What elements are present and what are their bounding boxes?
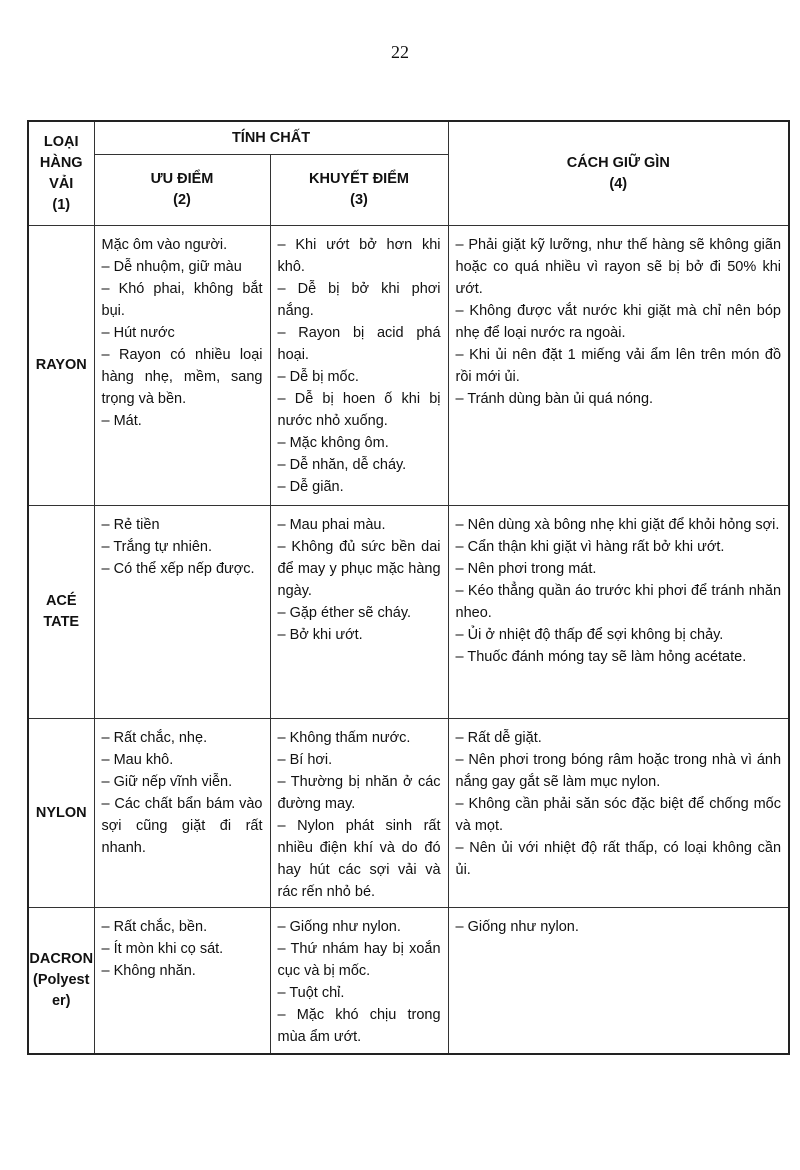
header-care-title: CÁCH GIỮ GÌN <box>566 154 670 171</box>
advantages-cell <box>94 506 270 719</box>
advantages-cell <box>94 908 270 1055</box>
list-item: – Hút nước <box>101 325 175 341</box>
list-item: – Nên ủi với nhiệt độ rất thấp, có loại không cần ủi. <box>455 840 782 878</box>
list-item: – Rayon bị acid phá hoại. <box>277 325 441 363</box>
list-item: – Rẻ tiền <box>101 517 160 533</box>
fabric-name: (Polyest <box>33 972 90 988</box>
header-disadvantages-title: KHUYẾT ĐIỂM <box>309 171 409 187</box>
header-fabric-type-line: LOẠI <box>43 133 79 150</box>
header-fabric-type <box>28 121 94 226</box>
header-disadvantages <box>270 155 448 226</box>
list-item: – Tránh dùng bàn ủi quá nóng. <box>455 391 654 407</box>
list-item: – Trắng tự nhiên. <box>101 539 212 555</box>
list-item: – Mát. <box>101 413 142 429</box>
list-item: – Không cần phải săn sóc đặc biệt để chống mốc và mọt. <box>455 796 782 834</box>
list-item: – Dễ bị hoen ố khi bị nước nhỏ xuống. <box>277 391 441 429</box>
list-item: – Rất chắc, bền. <box>101 919 208 935</box>
header-properties: TÍNH CHẤT <box>94 121 448 155</box>
header-care-number: (4) <box>609 175 628 192</box>
advantages-cell <box>94 719 270 908</box>
list-item: – Nylon phát sinh rất nhiều điện khí và do đó hay hút các sợi vải và rác rến nhỏ bé. <box>277 818 441 900</box>
list-item: – Không nhăn. <box>101 963 196 979</box>
disadvantages-cell <box>270 908 448 1055</box>
table-row-acetate <box>28 506 789 719</box>
fabric-properties-table <box>27 120 790 1055</box>
header-advantages-title: ƯU ĐIỂM <box>150 171 214 187</box>
list-item: – Không đủ sức bền dai để may y phục mặc hàng ngày. <box>277 539 441 599</box>
fabric-name: TATE <box>43 614 80 630</box>
disadvantages-cell <box>270 719 448 908</box>
list-item: – Dễ giãn. <box>277 479 344 495</box>
care-cell <box>448 908 789 1055</box>
header-advantages-number: (2) <box>173 192 191 208</box>
list-item: – Tuột chỉ. <box>277 985 345 1001</box>
disadvantages-cell <box>270 226 448 506</box>
list-item: – Rất chắc, nhẹ. <box>101 730 208 746</box>
list-item: – Dễ bị mốc. <box>277 369 359 385</box>
fabric-name: DACRON <box>29 951 94 967</box>
list-item: – Dễ bị bở khi phơi nắng. <box>277 281 441 319</box>
list-item: – Mặc khó chịu trong mùa ẩm ướt. <box>277 1007 441 1045</box>
header-fabric-type-line: (1) <box>52 196 71 213</box>
list-item: – Nên phơi trong bóng râm hoặc trong nhà vì ánh nắng gay gắt sẽ làm mục nylon. <box>455 752 782 790</box>
table-row-nylon <box>28 719 789 908</box>
list-item: – Bở khi ướt. <box>277 627 363 643</box>
list-item: – Rayon có nhiều loại hàng nhẹ, mềm, sang trọng và bền. <box>101 347 263 407</box>
fabric-name: er) <box>51 993 71 1009</box>
list-item: – Giữ nếp vĩnh viễn. <box>101 774 233 790</box>
list-item: – Thường bị nhăn ở các đường may. <box>277 774 441 812</box>
care-cell <box>448 719 789 908</box>
list-item: – Mau khô. <box>101 752 174 768</box>
list-item: – Giống như nylon. <box>455 919 579 935</box>
table-row-rayon <box>28 226 789 506</box>
fabric-name-cell <box>28 908 94 1055</box>
list-item: – Khó phai, không bắt bụi. <box>101 281 263 319</box>
page-number: 22 <box>391 42 409 62</box>
list-item: – Dễ nhuộm, giữ màu <box>101 259 242 275</box>
list-item: – Mau phai màu. <box>277 517 386 533</box>
care-cell <box>448 226 789 506</box>
fabric-name: NYLON <box>35 804 87 821</box>
care-cell <box>448 506 789 719</box>
list-item: – Ủi ở nhiệt độ thấp để sợi không bị chảy. <box>455 627 724 643</box>
list-item: – Có thể xếp nếp được. <box>101 561 255 577</box>
fabric-name: RAYON <box>35 357 87 373</box>
list-item: – Các chất bẩn bám vào sợi cũng giặt đi rất nhanh. <box>101 796 263 856</box>
list-item: – Bí hơi. <box>277 752 333 768</box>
header-care <box>448 121 789 226</box>
header-fabric-type-line: HÀNG <box>39 154 83 171</box>
list-item: – Thuốc đánh móng tay sẽ làm hỏng acétate. <box>455 649 747 665</box>
list-item: – Nên dùng xà bông nhẹ khi giặt để khỏi hỏng sợi. <box>455 517 780 533</box>
list-item: Mặc ôm vào người. <box>101 237 228 253</box>
list-item: – Khi ướt bở hơn khi khô. <box>277 237 441 275</box>
list-item: – Ít mòn khi cọ sát. <box>101 941 224 957</box>
list-item: – Kéo thẳng quần áo trước khi phơi để tránh nhăn nheo. <box>455 583 782 621</box>
table-row-dacron <box>28 908 789 1055</box>
list-item: – Gặp éther sẽ cháy. <box>277 605 412 621</box>
list-item: – Nên phơi trong mát. <box>455 561 597 577</box>
list-item: – Giống như nylon. <box>277 919 401 935</box>
list-item: – Thứ nhám hay bị xoắn cục và bị mốc. <box>277 941 441 979</box>
fabric-name: ACÉ <box>45 593 77 609</box>
list-item: – Dễ nhăn, dễ cháy. <box>277 457 407 473</box>
list-item: – Mặc không ôm. <box>277 435 389 451</box>
disadvantages-cell <box>270 506 448 719</box>
list-item: – Không thấm nước. <box>277 730 411 746</box>
list-item: – Rất dễ giặt. <box>455 730 542 746</box>
fabric-name-cell <box>28 226 94 506</box>
header-advantages <box>94 155 270 226</box>
fabric-name-cell <box>28 506 94 719</box>
list-item: – Khi ủi nên đặt 1 miếng vải ẩm lên trên món đồ rồi mới ủi. <box>455 347 782 385</box>
list-item: – Cẩn thận khi giặt vì hàng rất bở khi ướt. <box>455 539 725 555</box>
list-item: – Không được vắt nước khi giặt mà chỉ nên bóp nhẹ để loại nước ra ngoài. <box>455 303 782 341</box>
fabric-name-cell <box>28 719 94 908</box>
list-item: – Phải giặt kỹ lưỡng, như thế hàng sẽ không giãn hoặc co quá nhiều vì rayon sẽ bị bở đi 50% khi ướt. <box>455 237 782 297</box>
header-disadvantages-number: (3) <box>350 192 368 208</box>
header-fabric-type-line: VẢI <box>49 175 74 192</box>
advantages-cell <box>94 226 270 506</box>
